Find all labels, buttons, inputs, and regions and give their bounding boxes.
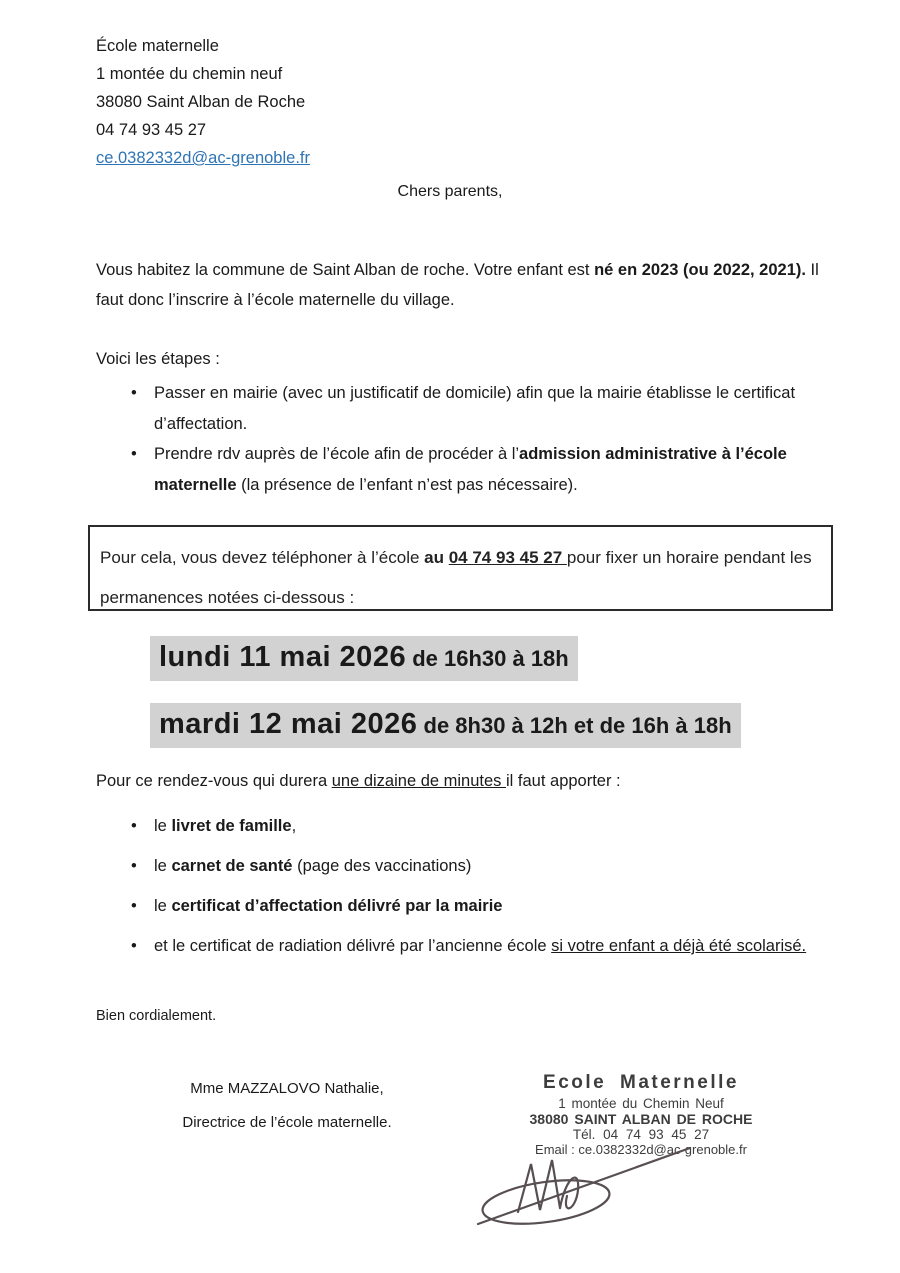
intro-seg2: Il faut donc l’inscrire à l’école maternelle du village. xyxy=(96,261,819,309)
step-bold-admission: admission administrative à l’école maternelle xyxy=(154,445,787,494)
stamp-address-line2: 38080 SAINT ALBAN DE ROCHE xyxy=(529,1111,753,1127)
intro-seg1: Vous habitez la commune de Saint Alban de roche. Votre enfant est xyxy=(96,261,595,279)
intro-bold-birth-years: né en 2023 (ou 2022, 2021). xyxy=(594,261,806,279)
session-1-highlight xyxy=(150,636,578,681)
doc-underline-scolarise: si votre enfant a déjà été scolarisé. xyxy=(551,937,807,955)
school-address-line1: 1 montée du chemin neuf xyxy=(96,65,283,83)
session-1-date: lundi 11 mai 2026 xyxy=(159,641,407,673)
phone-instruction-box: Pour cela, vous devez téléphoner à l’école au 04 74 93 45 27 pour fixer un horaire pendant les permanences notées ci-dessous : xyxy=(88,525,833,611)
doc-item-certificat: • le certificat d’affectation délivré par la mairie xyxy=(131,886,841,926)
doc-item-carnet: • le carnet de santé (page des vaccinations) xyxy=(131,846,841,886)
phone-box-au: au xyxy=(424,548,449,567)
doc-item-radiation: • et le certificat de radiation délivré par l’ancienne école si votre enfant a déjà été scolarisé. xyxy=(131,926,841,966)
school-header xyxy=(96,32,310,172)
documents-list xyxy=(131,806,841,966)
session-2 xyxy=(150,703,741,748)
stamp-phone: Tél. 04 74 93 45 27 xyxy=(572,1127,710,1142)
step-item-mairie: • Passer en mairie (avec un justificatif de domicile) afin que la mairie établisse le certificat d’affectation. xyxy=(131,378,831,439)
step-item-rdv: • Prendre rdv auprès de l’école afin de procéder à l’admission administrative à l’école maternelle (la présence de l’enfant n’est pas nécessaire). xyxy=(131,439,831,500)
school-name: École maternelle xyxy=(96,37,219,55)
session-1 xyxy=(150,636,578,681)
school-phone: 04 74 93 45 27 xyxy=(96,121,207,139)
stamp-email: Email : ce.0382332d@ac-grenoble.fr xyxy=(535,1142,747,1157)
closing: Bien cordialement. xyxy=(96,1008,217,1024)
salutation: Chers parents, xyxy=(397,183,503,200)
school-email-link[interactable]: ce.0382332d@ac-grenoble.fr xyxy=(96,149,310,167)
appt-underline-duration: une dizaine de minutes xyxy=(331,772,506,790)
session-2-time: de 8h30 à 12h et de 16h à 18h xyxy=(417,713,732,738)
signer-block xyxy=(130,1072,444,1140)
steps-title: Voici les étapes : xyxy=(96,350,220,368)
stamp-address-line1: 1 montée du Chemin Neuf xyxy=(558,1096,724,1111)
steps-list xyxy=(131,378,831,500)
session-1-time: de 16h30 à 18h xyxy=(406,646,569,671)
doc-item-livret: • le livret de famille, xyxy=(131,806,841,846)
school-stamp xyxy=(505,1072,777,1157)
stamp-school-name: Ecole Maternelle xyxy=(543,1072,739,1093)
intro-paragraph xyxy=(96,255,840,315)
appointment-paragraph: Pour ce rendez-vous qui durera une dizaine de minutes il faut apporter : xyxy=(96,772,621,790)
signer-title: Directrice de l’école maternelle. xyxy=(182,1114,392,1131)
session-2-date: mardi 12 mai 2026 xyxy=(159,708,418,740)
session-2-highlight xyxy=(150,703,741,748)
signer-name: Mme MAZZALOVO Nathalie, xyxy=(190,1080,384,1097)
school-address-line2: 38080 Saint Alban de Roche xyxy=(96,93,306,111)
phone-number: 04 74 93 45 27 xyxy=(448,548,567,567)
